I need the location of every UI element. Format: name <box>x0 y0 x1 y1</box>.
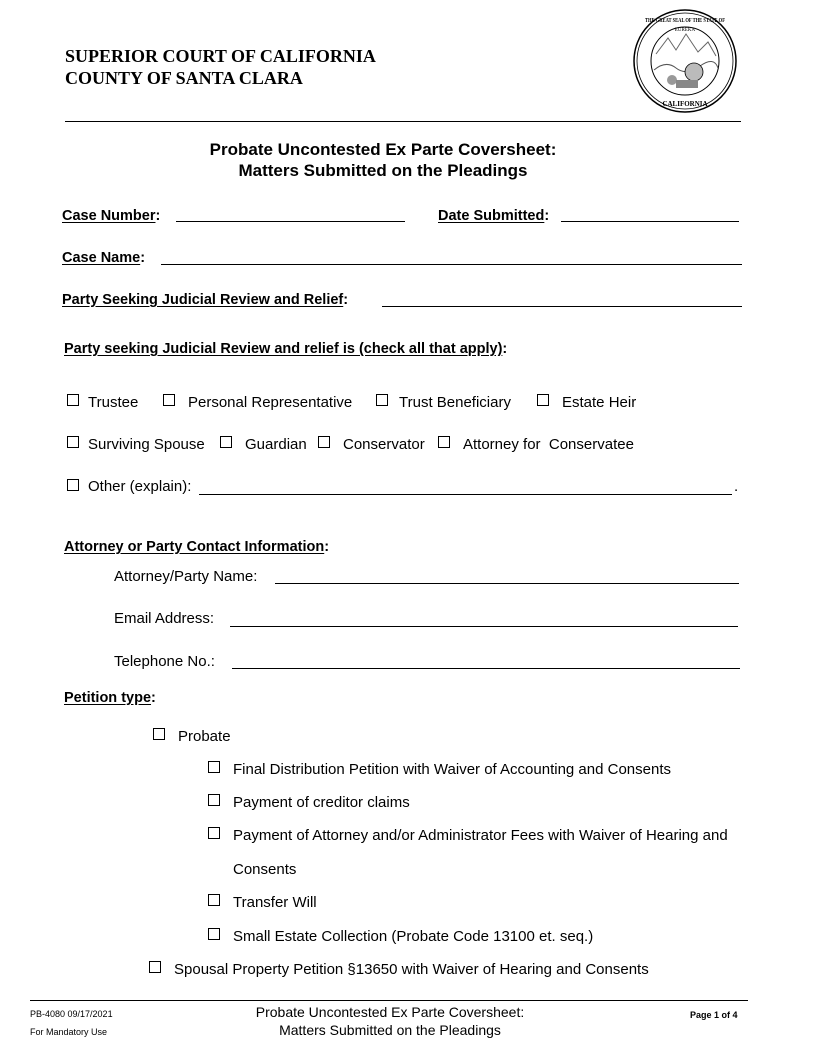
party-section-heading: Party seeking Judicial Review and relief is (check all that apply) <box>64 341 503 357</box>
checkbox-creditor-claims[interactable] <box>208 794 220 806</box>
contact-heading-group <box>64 538 329 556</box>
case-number-label: Case Number <box>62 208 156 224</box>
party-seeking-field[interactable] <box>382 306 742 307</box>
contact-heading: Attorney or Party Contact Information <box>64 539 325 555</box>
footer-title-line2: Matters Submitted on the Pleadings <box>279 1022 501 1038</box>
attorney-name-label: Attorney/Party Name: <box>114 568 258 585</box>
checkbox-attorney-for-conservatee[interactable] <box>438 436 450 448</box>
seal-bottom-text: CALIFORNIA <box>662 100 708 108</box>
footer-title-line1: Probate Uncontested Ex Parte Coversheet: <box>255 1004 525 1020</box>
checkbox-trustee[interactable] <box>67 394 79 406</box>
checkbox-other[interactable] <box>67 479 79 491</box>
attorney-fees-label: Payment of Attorney and/or Administrator Fees with Waiver of Hearing and <box>233 827 728 844</box>
telephone-field[interactable] <box>232 668 740 669</box>
option-guardian-label: Guardian <box>245 436 307 453</box>
option-attorney-for-conservatee-label: Attorney for Conservatee <box>463 436 634 453</box>
case-name-colon: : <box>140 250 146 266</box>
seal-top-text: THE GREAT SEAL OF THE STATE OF <box>645 17 726 24</box>
case-number-field[interactable] <box>176 221 405 222</box>
checkbox-trust-beneficiary[interactable] <box>376 394 388 406</box>
option-trust-beneficiary-label: Trust Beneficiary <box>399 394 511 411</box>
option-trustee-label: Trustee <box>88 394 139 411</box>
footer-page-number: Page 1 of 4 <box>690 1010 738 1020</box>
date-submitted-label-group <box>438 207 549 225</box>
attorney-name-field[interactable] <box>275 583 739 584</box>
date-submitted-label: Date Submitted <box>438 208 545 224</box>
checkbox-transfer-will[interactable] <box>208 894 220 906</box>
checkbox-small-estate[interactable] <box>208 928 220 940</box>
case-number-label-group <box>62 207 160 225</box>
contact-heading-colon: : <box>324 539 330 555</box>
attorney-fees-label-cont: Consents <box>233 861 297 878</box>
checkbox-probate[interactable] <box>153 728 165 740</box>
form-title-line2: Matters Submitted on the Pleadings <box>238 161 528 180</box>
header-divider <box>65 121 741 122</box>
seal-motto: EUREKA <box>674 28 696 33</box>
small-estate-label: Small Estate Collection (Probate Code 13100 et. seq.) <box>233 928 594 945</box>
checkbox-final-distribution[interactable] <box>208 761 220 773</box>
telephone-label: Telephone No.: <box>114 653 215 670</box>
option-estate-heir-label: Estate Heir <box>562 394 637 411</box>
probate-label: Probate <box>178 728 231 745</box>
checkbox-spousal-property[interactable] <box>149 961 161 973</box>
footer-mandatory: For Mandatory Use <box>30 1027 108 1037</box>
checkbox-guardian[interactable] <box>220 436 232 448</box>
checkbox-estate-heir[interactable] <box>537 394 549 406</box>
party-seeking-label: Party Seeking Judicial Review and Relief <box>62 292 344 308</box>
petition-type-heading-group <box>64 689 156 707</box>
party-section-heading-group <box>64 340 507 358</box>
case-name-label: Case Name <box>62 250 141 266</box>
footer-divider <box>30 1000 748 1001</box>
checkbox-surviving-spouse[interactable] <box>67 436 79 448</box>
date-submitted-field[interactable] <box>561 221 739 222</box>
option-surviving-spouse-label: Surviving Spouse <box>88 436 205 453</box>
checkbox-conservator[interactable] <box>318 436 330 448</box>
other-line-end: . <box>734 478 739 495</box>
court-name-line2: COUNTY OF SANTA CLARA <box>65 68 303 88</box>
party-seeking-colon: : <box>343 292 349 308</box>
option-other-label: Other (explain): <box>88 478 192 495</box>
email-field[interactable] <box>230 626 738 627</box>
court-name-line1: SUPERIOR COURT OF CALIFORNIA <box>65 46 376 66</box>
petition-type-colon: : <box>151 690 156 706</box>
petition-type-heading: Petition type <box>64 690 152 706</box>
other-explain-field[interactable] <box>199 494 732 495</box>
party-seeking-label-group <box>62 291 348 309</box>
party-section-colon: : <box>502 341 508 357</box>
case-name-label-group <box>62 249 145 267</box>
final-distribution-label: Final Distribution Petition with Waiver of Accounting and Consents <box>233 761 671 778</box>
footer-form-id: PB-4080 09/17/2021 <box>30 1009 113 1019</box>
spousal-property-label: Spousal Property Petition §13650 with Waiver of Hearing and Consents <box>174 961 649 978</box>
form-title-line1: Probate Uncontested Ex Parte Coversheet: <box>209 140 557 159</box>
checkbox-attorney-fees[interactable] <box>208 827 220 839</box>
email-label: Email Address: <box>114 610 215 627</box>
option-conservator-label: Conservator <box>343 436 425 453</box>
case-number-colon: : <box>155 208 161 224</box>
option-personal-representative-label: Personal Representative <box>188 394 353 411</box>
creditor-claims-label: Payment of creditor claims <box>233 794 410 811</box>
date-submitted-colon: : <box>544 208 550 224</box>
checkbox-personal-representative[interactable] <box>163 394 175 406</box>
transfer-will-label: Transfer Will <box>233 894 317 911</box>
state-seal <box>632 8 738 114</box>
case-name-field[interactable] <box>161 264 742 265</box>
